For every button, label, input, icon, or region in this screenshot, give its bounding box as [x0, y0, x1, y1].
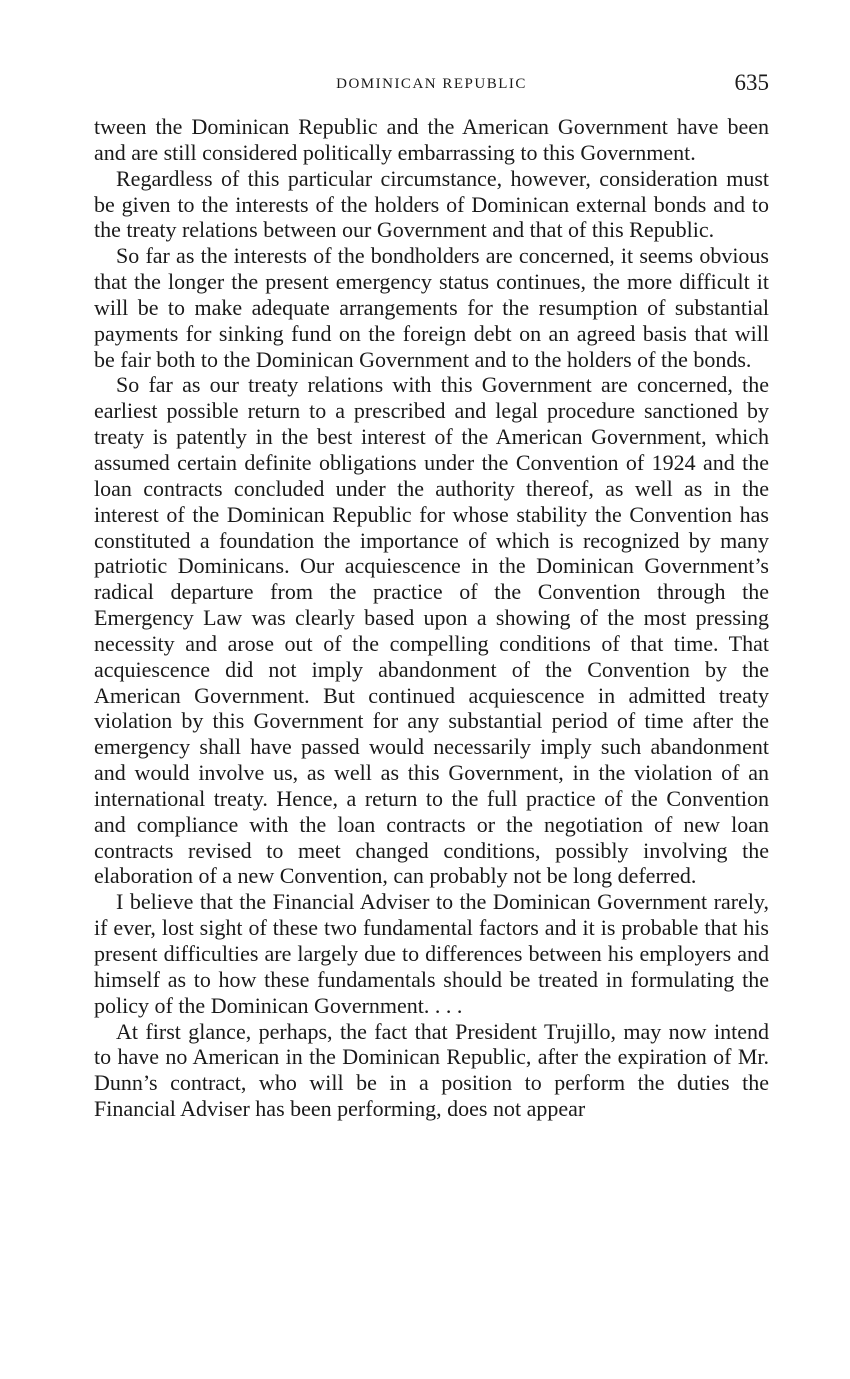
paragraph-bondholders: So far as the interests of the bondholders are concerned, it seems obvious that the longer the present emergency status continues, the more difficult it will be to make adequate arrangements for the resumption of substantial payments for sinking fund on the foreign debt on an agreed basis that will be fair both to the Dominican Government and to the holders of the bonds.: [94, 243, 769, 372]
paragraph-consideration: Regardless of this particular circumstance, however, consideration must be given to the interests of the holders of Dominican external bonds and to the treaty relations between our Government and that of this Republic.: [94, 165, 769, 243]
body-text: [94, 114, 769, 1122]
page-number: 635: [734, 70, 769, 95]
paragraph-continuation: tween the Dominican Republic and the American Government have been and are still considered politically embarrassing to this Government.: [94, 114, 769, 165]
paragraph-financial-adviser: I believe that the Financial Adviser to the Dominican Government rarely, if ever, lost sight of these two fundamental factors and it is probable that his present difficulties are largely due to differences between his employers and himself as to how these fundamentals should be treated in formulating the policy of the Dominican Government. . . .: [94, 889, 769, 1018]
running-head: DOMINICAN REPUBLIC: [336, 76, 527, 92]
paragraph-president-trujillo: At first glance, perhaps, the fact that President Trujillo, may now intend to have no American in the Dominican Republic, after the expiration of Mr. Dunn’s contract, who will be in a position to perform the duties the Financial Adviser has been performing, does not appear: [94, 1018, 769, 1122]
page-header: [94, 70, 769, 100]
paragraph-treaty-relations: So far as our treaty relations with this Government are concerned, the earliest possible return to a prescribed and legal procedure sanctioned by treaty is patently in the best interest of the American Government, which assumed certain definite obligations under the Convention of 1924 and the loan contracts concluded under the authority thereof, as well as in the interest of the Dominican Republic for whose stability the Convention has constituted a foundation the importance of which is recognized by many patriotic Dominicans. Our acquiescence in the Dominican Government’s radical departure from the practice of the Convention through the Emergency Law was clearly based upon a showing of the most pressing necessity and arose out of the compelling conditions of that time. That acquiescence did not imply abandonment of the Convention by the American Government. But continued acquiescence in admitted treaty violation by this Government for any substantial period of time after the emergency shall have passed would necessarily imply such abandonment and would involve us, as well as this Government, in the violation of an international treaty. Hence, a return to the full practice of the Convention and compliance with the loan contracts or the negotiation of new loan contracts revised to meet changed conditions, possibly involving the elaboration of a new Convention, can probably not be long deferred.: [94, 372, 769, 889]
